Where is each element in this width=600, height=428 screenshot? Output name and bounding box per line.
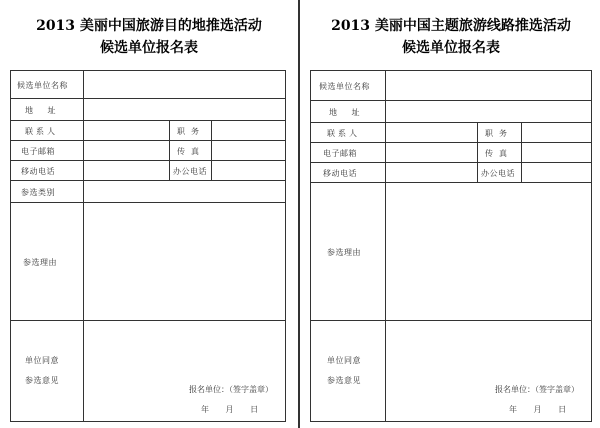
label-position: 职务 <box>485 129 513 138</box>
row-address <box>311 101 591 123</box>
label-reason: 参选理由 <box>327 248 361 257</box>
row-contact <box>11 121 285 141</box>
label-unit-name: 候选单位名称 <box>17 81 68 90</box>
label-unit-name: 候选单位名称 <box>319 82 370 91</box>
label-opinion-line2: 参选意见 <box>25 376 59 385</box>
label-office-phone: 办公电话 <box>481 169 515 178</box>
label-email: 电子邮箱 <box>21 147 55 156</box>
label-opinion-line1: 单位同意 <box>327 356 361 365</box>
row-opinion <box>311 321 591 421</box>
row-email <box>311 143 591 163</box>
right-registration-table <box>310 70 592 422</box>
label-address: 地 址 <box>329 108 366 117</box>
row-mobile <box>11 161 285 181</box>
row-unit-name <box>311 71 591 101</box>
row-mobile <box>311 163 591 183</box>
row-category <box>11 181 285 203</box>
left-form-subtitle: 候选单位报名表 <box>100 40 198 56</box>
label-mobile: 移动电话 <box>21 167 55 176</box>
label-contact: 联系人 <box>25 127 58 136</box>
label-office-phone: 办公电话 <box>173 167 207 176</box>
label-fax: 传真 <box>177 147 205 156</box>
right-form-subtitle: 候选单位报名表 <box>402 40 500 56</box>
label-email: 电子邮箱 <box>323 149 357 158</box>
row-email <box>11 141 285 161</box>
row-address <box>11 99 285 121</box>
right-form-title: 2013 美丽中国主题旅游线路推选活动 <box>331 18 571 34</box>
label-opinion-line2: 参选意见 <box>327 376 361 385</box>
label-contact: 联系人 <box>327 129 360 138</box>
row-contact <box>311 123 591 143</box>
signature-line: 报名单位：（签字盖章） <box>189 385 273 394</box>
label-reason: 参选理由 <box>23 258 57 267</box>
row-opinion <box>11 321 285 421</box>
right-form-panel <box>302 0 600 428</box>
left-form-title: 2013 美丽中国旅游目的地推选活动 <box>36 18 262 34</box>
row-reason <box>311 183 591 321</box>
panel-divider <box>298 0 300 428</box>
date-line: 年 月 日 <box>509 405 567 414</box>
row-unit-name <box>11 71 285 99</box>
label-opinion-line1: 单位同意 <box>25 356 59 365</box>
label-mobile: 移动电话 <box>323 169 357 178</box>
label-position: 职务 <box>177 127 205 136</box>
label-category: 参选类别 <box>21 188 55 197</box>
row-reason <box>11 203 285 321</box>
left-registration-table <box>10 70 286 422</box>
date-line: 年 月 日 <box>201 405 259 414</box>
left-form-panel <box>0 0 298 428</box>
signature-line: 报名单位：（签字盖章） <box>495 385 579 394</box>
label-address: 地 址 <box>25 106 62 115</box>
label-fax: 传真 <box>485 149 513 158</box>
